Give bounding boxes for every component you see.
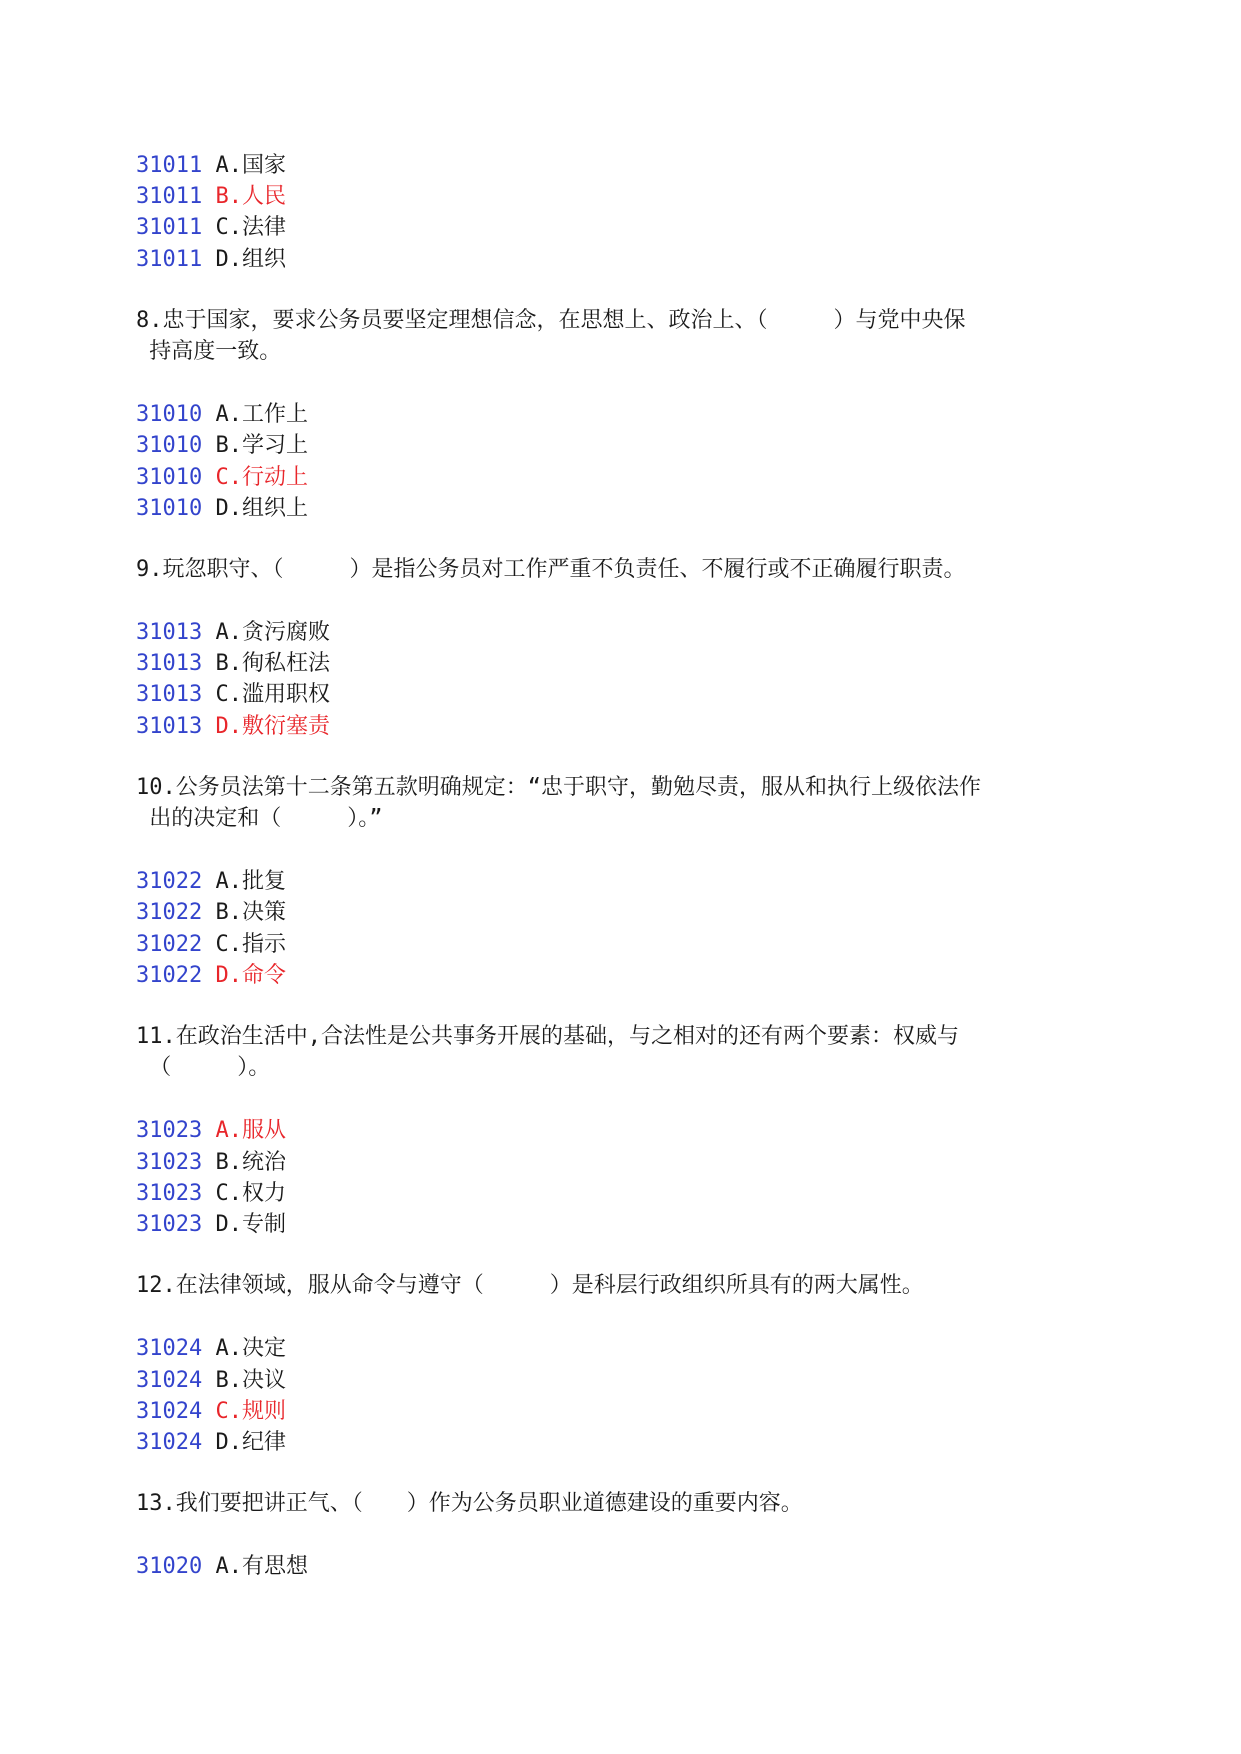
question-group (136, 305, 1096, 554)
option-text: C.行动上 (215, 464, 308, 490)
option-code: 31024 (136, 1336, 203, 1362)
option-code: 31024 (136, 1429, 203, 1455)
spacer (136, 834, 1096, 866)
option-text: D.命令 (215, 962, 286, 988)
answer-option (136, 1333, 1096, 1364)
option-text: C.权力 (215, 1180, 286, 1206)
spacer (136, 275, 1096, 305)
answer-option-correct (136, 711, 1096, 742)
option-text: B.决议 (215, 1367, 286, 1393)
option-text: B.学习上 (215, 433, 308, 459)
answer-option (136, 897, 1096, 928)
answer-option (136, 1147, 1096, 1178)
answer-option (136, 1365, 1096, 1396)
answer-option (136, 1551, 1096, 1582)
question-group (136, 772, 1096, 1021)
option-code: 31024 (136, 1367, 203, 1393)
answer-option (136, 212, 1096, 243)
option-text: B.人民 (215, 184, 286, 210)
option-text: D.组织 (215, 246, 286, 272)
question-group (136, 554, 1096, 772)
option-code: 31022 (136, 869, 203, 895)
question-text: 11.在政治生活中,合法性是公共事务开展的基础，与之相对的还有两个要素：权威与 （ ）。 (136, 1024, 959, 1081)
answer-option (136, 929, 1096, 960)
option-text: C.滥用职权 (215, 682, 330, 708)
option-text: A.工作上 (215, 402, 308, 428)
option-code: 31010 (136, 433, 203, 459)
option-code: 31022 (136, 962, 203, 988)
option-code: 31013 (136, 682, 203, 708)
answer-option-correct (136, 1115, 1096, 1146)
option-text: A.贪污腐败 (215, 620, 330, 646)
option-text: D.敷衍塞责 (215, 713, 330, 739)
question-text: 13.我们要把讲正气、（ ）作为公务员职业道德建设的重要内容。 (136, 1491, 803, 1517)
option-code: 31022 (136, 931, 203, 957)
answer-option (136, 679, 1096, 710)
answer-option (136, 430, 1096, 461)
spacer (136, 524, 1096, 554)
option-code: 31011 (136, 184, 203, 210)
option-text: A.服从 (215, 1118, 286, 1144)
spacer (136, 1458, 1096, 1488)
option-code: 31011 (136, 215, 203, 241)
option-text: D.纪律 (215, 1429, 286, 1455)
option-code: 31023 (136, 1149, 203, 1175)
question-group (136, 1270, 1096, 1488)
answer-option-correct (136, 960, 1096, 991)
option-code: 31023 (136, 1211, 203, 1237)
answer-option (136, 1178, 1096, 1209)
answer-option (136, 399, 1096, 430)
question-group (136, 150, 1096, 305)
answer-option (136, 493, 1096, 524)
option-code: 31023 (136, 1180, 203, 1206)
option-code: 31020 (136, 1554, 203, 1580)
document-page (136, 150, 1096, 1583)
spacer (136, 742, 1096, 772)
option-code: 31013 (136, 620, 203, 646)
option-code: 31024 (136, 1398, 203, 1424)
option-code: 31022 (136, 900, 203, 926)
answer-option-correct (136, 1396, 1096, 1427)
spacer (136, 1301, 1096, 1333)
option-code: 31010 (136, 402, 203, 428)
answer-option-correct (136, 181, 1096, 212)
option-code: 31013 (136, 713, 203, 739)
option-text: C.指示 (215, 931, 286, 957)
question-text: 9.玩忽职守、（ ）是指公务员对工作严重不负责任、不履行或不正确履行职责。 (136, 556, 966, 582)
option-text: B.统治 (215, 1149, 286, 1175)
option-text: C.法律 (215, 215, 286, 241)
answer-option-correct (136, 462, 1096, 493)
answer-option (136, 1209, 1096, 1240)
answer-option (136, 617, 1096, 648)
option-code: 31023 (136, 1118, 203, 1144)
option-text: A.批复 (215, 869, 286, 895)
spacer (136, 585, 1096, 617)
question-group (136, 1021, 1096, 1270)
spacer (136, 1083, 1096, 1115)
option-code: 31011 (136, 153, 203, 178)
option-text: B.徇私枉法 (215, 651, 330, 677)
question-text: 8.忠于国家，要求公务员要坚定理想信念，在思想上、政治上、（ ）与党中央保 持高度一致。 (136, 307, 966, 364)
spacer (136, 367, 1096, 399)
question-text: 12.在法律领域，服从命令与遵守（ ）是科层行政组织所具有的两大属性。 (136, 1273, 924, 1299)
spacer (136, 1519, 1096, 1551)
question-text: 10.公务员法第十二条第五款明确规定：“忠于职守，勤勉尽责，服从和执行上级依法作 出的决定和（ ）。” (136, 774, 981, 832)
answer-option (136, 648, 1096, 679)
spacer (136, 1240, 1096, 1270)
option-text: A.有思想 (215, 1554, 308, 1580)
answer-option (136, 244, 1096, 275)
answer-option (136, 150, 1096, 181)
spacer (136, 991, 1096, 1021)
option-text: B.决策 (215, 900, 286, 926)
option-code: 31010 (136, 495, 203, 521)
answer-option (136, 866, 1096, 897)
option-text: D.组织上 (215, 495, 308, 521)
option-code: 31011 (136, 246, 203, 272)
option-text: D.专制 (215, 1211, 286, 1237)
option-code: 31010 (136, 464, 203, 490)
option-text: A.国家 (215, 153, 286, 178)
option-text: A.决定 (215, 1336, 286, 1362)
answer-option (136, 1427, 1096, 1458)
question-group (136, 1488, 1096, 1582)
option-code: 31013 (136, 651, 203, 677)
option-text: C.规则 (215, 1398, 286, 1424)
